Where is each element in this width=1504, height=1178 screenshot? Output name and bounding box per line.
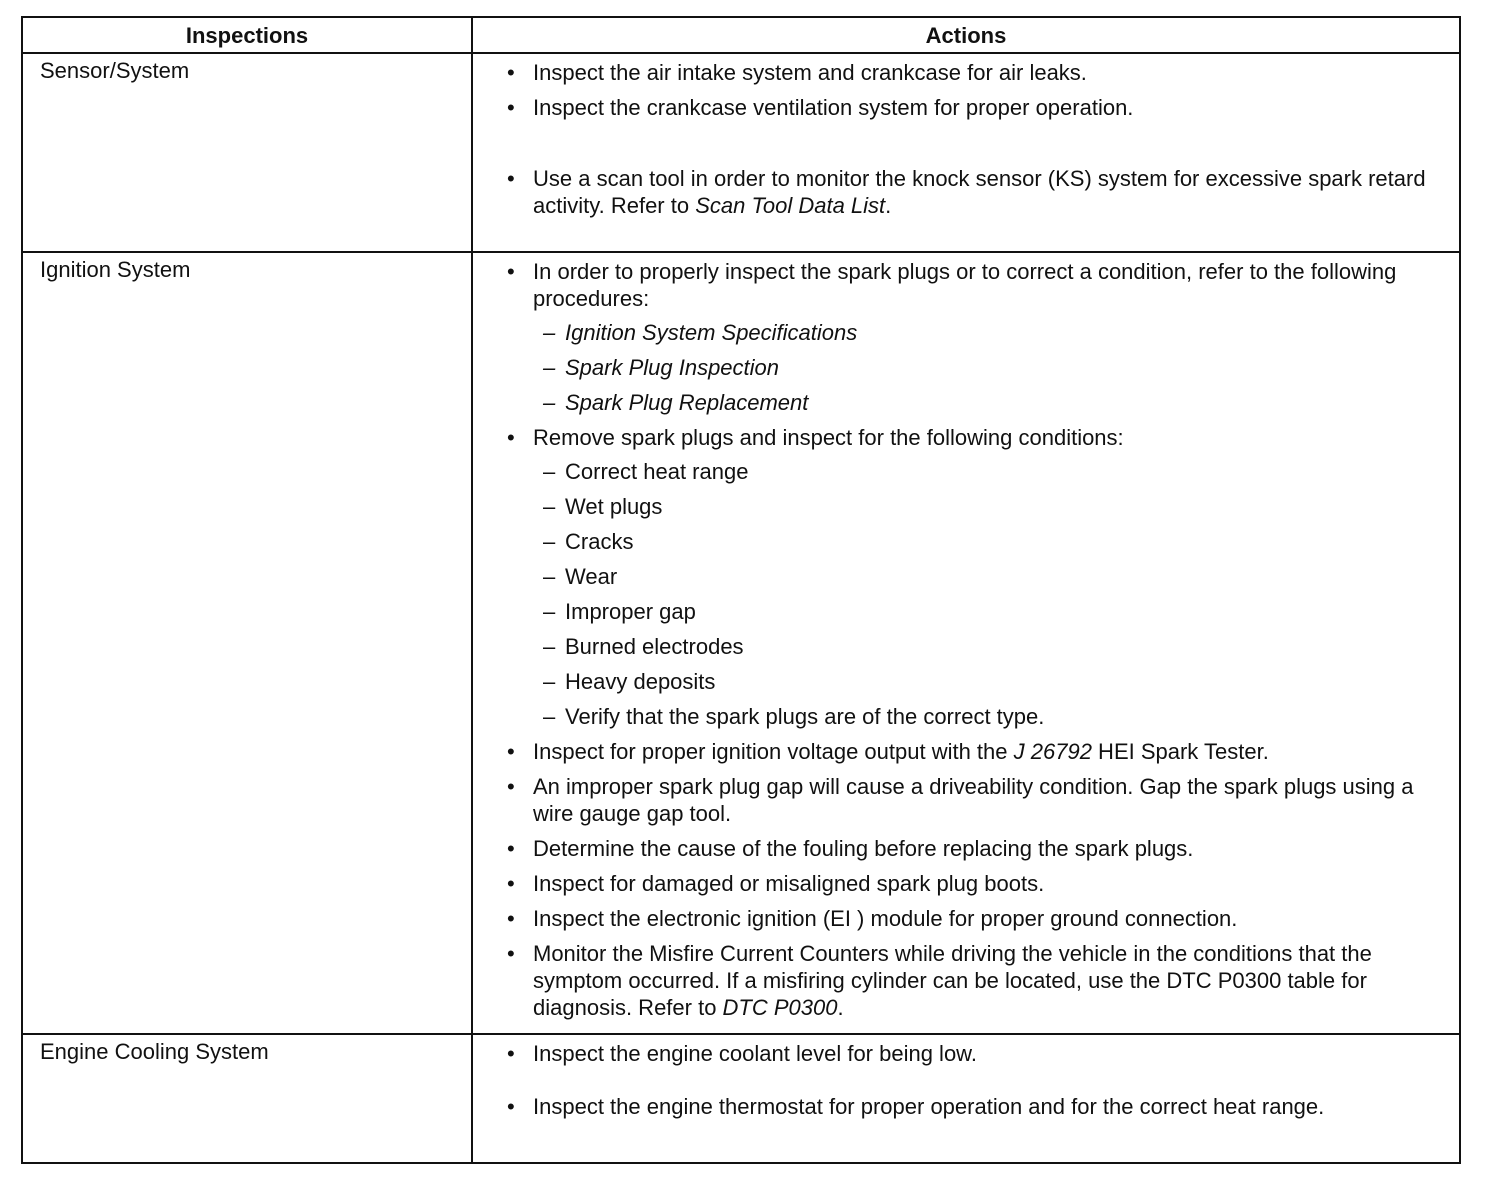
table-row-sensor-system xyxy=(22,53,1460,252)
condition-item: – Wear xyxy=(533,563,1451,590)
condition-list xyxy=(533,458,1451,730)
header-inspections: Inspections xyxy=(22,17,472,53)
procedure-item: – Spark Plug Replacement xyxy=(533,389,1451,416)
action-item: • Inspect the crankcase ventilation system for proper operation. xyxy=(505,94,1451,121)
condition-item: – Verify that the spark plugs are of the correct type. xyxy=(533,703,1451,730)
action-text: Monitor the Misfire Current Counters while driving the vehicle in the conditions that the symptom occurred. If a misfiring cylinder can be located, use the DTC P0300 table for diagnosis. Refer to xyxy=(533,941,1372,1020)
condition-item: – Cracks xyxy=(533,528,1451,555)
table-row-engine-cooling-system xyxy=(22,1034,1460,1163)
action-item xyxy=(505,258,1451,416)
condition-item: – Correct heat range xyxy=(533,458,1451,485)
action-list xyxy=(505,258,1451,1021)
actions-cell xyxy=(472,252,1460,1034)
action-text: HEI Spark Tester. xyxy=(1091,739,1269,764)
condition-item: – Burned electrodes xyxy=(533,633,1451,660)
action-text: Remove spark plugs and inspect for the following conditions: xyxy=(533,425,1124,450)
action-item xyxy=(505,940,1451,1021)
reference-link-text: Scan Tool Data List xyxy=(695,193,886,218)
reference-link-text: DTC P0300 xyxy=(722,995,838,1020)
action-item: • Determine the cause of the fouling before replacing the spark plugs. xyxy=(505,835,1451,862)
action-item xyxy=(505,738,1451,765)
tool-number: J 26792 xyxy=(1013,739,1092,764)
table-row-ignition-system xyxy=(22,252,1460,1034)
action-list xyxy=(505,59,1451,219)
action-list xyxy=(505,1040,1451,1120)
action-item: • Inspect the engine thermostat for proper operation and for the correct heat range. xyxy=(505,1093,1451,1120)
action-item: • Inspect the air intake system and crankcase for air leaks. xyxy=(505,59,1451,86)
inspection-table xyxy=(21,16,1461,1164)
procedure-item: – Spark Plug Inspection xyxy=(533,354,1451,381)
header-actions: Actions xyxy=(472,17,1460,53)
action-text: Use a scan tool in order to monitor the knock sensor (KS) system for excessive spark retard activity. Refer to xyxy=(533,166,1426,218)
action-item: • Inspect for damaged or misaligned spark plug boots. xyxy=(505,870,1451,897)
procedure-list xyxy=(533,319,1451,416)
condition-item: – Improper gap xyxy=(533,598,1451,625)
actions-cell xyxy=(472,1034,1460,1163)
action-item: • Inspect the electronic ignition (EI ) module for proper ground connection. xyxy=(505,905,1451,932)
inspection-cell: Ignition System xyxy=(22,252,472,1034)
action-text: . xyxy=(885,193,892,218)
action-text: . xyxy=(837,995,844,1020)
action-item xyxy=(505,424,1451,730)
action-item xyxy=(505,165,1451,219)
actions-cell xyxy=(472,53,1460,252)
procedure-item: – Ignition System Specifications xyxy=(533,319,1451,346)
header-row xyxy=(22,17,1460,53)
action-text: In order to properly inspect the spark plugs or to correct a condition, refer to the following procedures: xyxy=(533,259,1397,311)
action-text: Inspect for proper ignition voltage output with the xyxy=(533,739,1014,764)
condition-item: – Heavy deposits xyxy=(533,668,1451,695)
condition-item: – Wet plugs xyxy=(533,493,1451,520)
action-item: • Inspect the engine coolant level for being low. xyxy=(505,1040,1451,1067)
action-item: • An improper spark plug gap will cause a driveability condition. Gap the spark plugs using a wire gauge gap tool. xyxy=(505,773,1451,827)
inspection-cell: Engine Cooling System xyxy=(22,1034,472,1163)
inspection-cell: Sensor/System xyxy=(22,53,472,252)
